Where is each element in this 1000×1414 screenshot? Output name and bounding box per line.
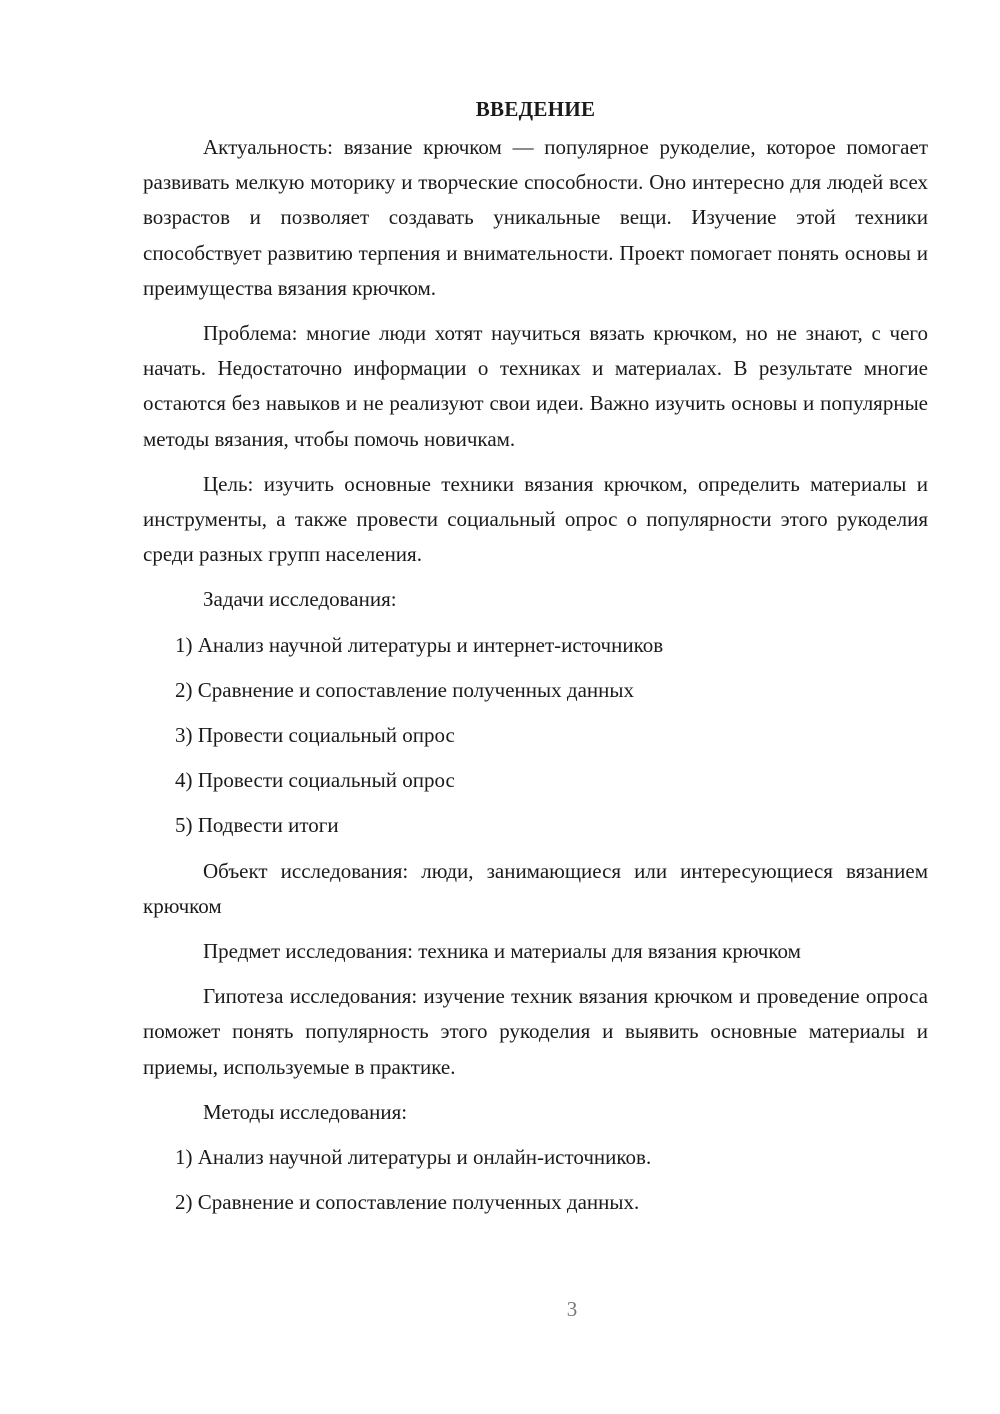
relevance-paragraph: Актуальность: вязание крючком — популярное рукоделие, которое помогает развивать мелкую моторику и творческие способности. Оно интересно для людей всех возрастов и позволяет создавать уникальные вещи. Изучение этой техники способствует развитию терпения и внимательности. Проект помогает понять основы и преимущества вязания крючком. xyxy=(143,135,928,300)
subject-paragraph: Предмет исследования: техника и материалы для вязания крючком xyxy=(203,939,801,964)
hypothesis-paragraph: Гипотеза исследования: изучение техник вязания крючком и проведение опроса поможет понять популярность этого рукоделия и выявить основные материалы и приемы, используемые в практике. xyxy=(143,984,928,1079)
document-page xyxy=(143,92,928,1230)
task-item-1: 1) Анализ научной литературы и интернет-источников xyxy=(175,632,664,657)
goal-paragraph: Цель: изучить основные техники вязания крючком, определить материалы и инструменты, а также провести социальный опрос о популярности этого рукоделия среди разных групп населения. xyxy=(143,471,928,567)
task-item-4: 4) Провести социальный опрос xyxy=(175,768,455,793)
problem-paragraph: Проблема: многие люди хотят научиться вязать крючком, но не знают, с чего начать. Недостаточно информации о техниках и материалах. В результате многие остаются без навыков и не реализуют свои идеи. Важно изучить основы и популярные методы вязания, чтобы помочь новичкам. xyxy=(143,321,928,451)
method-item-1: 1) Анализ научной литературы и онлайн-источников. xyxy=(175,1145,652,1170)
task-item-5: 5) Подвести итоги xyxy=(175,813,339,838)
page-number: 3 xyxy=(566,1297,578,1321)
task-item-2: 2) Сравнение и сопоставление полученных данных xyxy=(175,677,634,702)
task-item-3: 3) Провести социальный опрос xyxy=(175,723,455,748)
tasks-heading: Задачи исследования: xyxy=(203,587,397,612)
object-paragraph: Объект исследования: люди, занимающиеся или интересующиеся вязанием крючком xyxy=(143,858,928,918)
methods-heading: Методы исследования: xyxy=(203,1099,408,1124)
page-title: ВВЕДЕНИЕ xyxy=(475,97,596,121)
method-item-2: 2) Сравнение и сопоставление полученных данных. xyxy=(175,1190,640,1215)
